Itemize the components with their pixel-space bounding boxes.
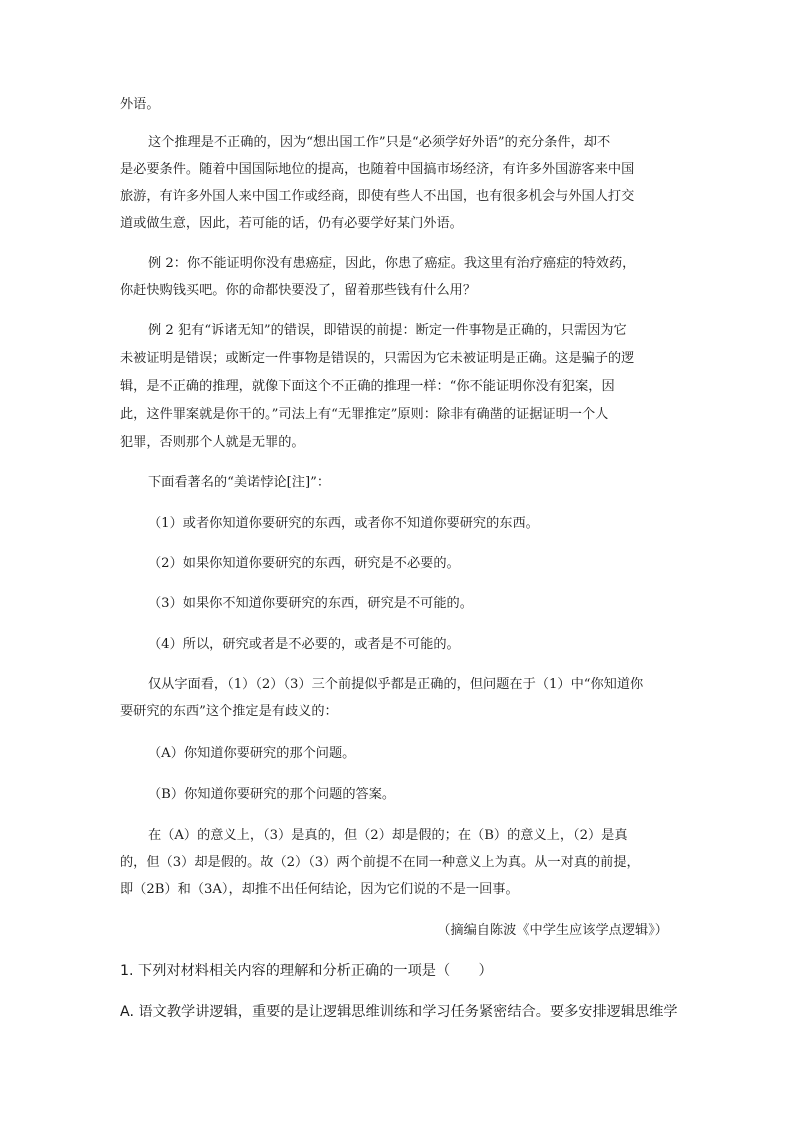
paragraph-line: 你赶快购钱买吧。你的命都快要没了，留着那些钱有什么用？: [120, 283, 477, 298]
paragraph-line: 这个推理是不正确的，因为“想出国工作”只是“必须学好外语”的充分条件，却不: [148, 135, 611, 150]
source-citation: （摘编自陈波《中学生应该学点逻辑》）: [437, 923, 668, 938]
list-item: （A）你知道你要研究的那个问题。: [148, 746, 356, 761]
paragraph-line: 辑，是不正确的推理，就像下面这个不正确的推理一样：“你不能证明你没有犯案，因: [120, 379, 615, 394]
paragraph-line: 此，这件罪案就是你干的。”司法上有“无罪推定”原则：除非有确凿的证据证明一个人: [120, 407, 609, 422]
paragraph-line: 要研究的东西”这个推定是有歧义的：: [120, 704, 338, 719]
paragraph-line: 道或做生意，因此，若可能的话，仍有必要学好某门外语。: [120, 216, 463, 231]
question-stem: 1. 下列对材料相关内容的理解和分析正确的一项是（ ）: [120, 963, 493, 979]
paragraph-line: 未被证明是错误；或断定一件事物是错误的，只需因为它未被证明是正确。这是骗子的逻: [120, 351, 635, 366]
paragraph-line: 下面看著名的“美诺悖论[注]”：: [148, 475, 331, 490]
list-item: （4）所以，研究或者是不必要的，或者是不可能的。: [148, 637, 460, 652]
question-option-a: A. 语文教学讲逻辑，重要的是让逻辑思维训练和学习任务紧密结合。要多安排逻辑思维学: [120, 1004, 678, 1020]
paragraph-line: 例 2：你不能证明你没有患癌症，因此，你患了癌症。我这里有治疗癌症的特效药，: [148, 256, 636, 271]
paragraph-line: 即（2B）和（3A），却推不出任何结论，因为它们说的不是一回事。: [120, 882, 519, 897]
list-item: （B）你知道你要研究的那个问题的答案。: [148, 787, 396, 802]
list-item: （2）如果你知道你要研究的东西，研究是不必要的。: [148, 556, 460, 571]
paragraph-line: 外语。: [120, 97, 160, 112]
paragraph-line: 在（A）的意义上，（3）是真的，但（2）却是假的；在（B）的意义上，（2）是真: [148, 828, 628, 843]
list-item: （3）如果你不知道你要研究的东西，研究是不可能的。: [148, 596, 473, 611]
paragraph-line: 犯罪，否则那个人就是无罪的。: [120, 435, 305, 450]
paragraph-line: 例 2 犯有“诉诸无知”的错误，即错误的前提：断定一件事物是正确的，只需因为它: [148, 323, 627, 338]
paragraph-line: 是必要条件。随着中国国际地位的提高，也随着中国搞市场经济，有许多外国游客来中国: [120, 162, 635, 177]
paragraph-line: 旅游，有许多外国人来中国工作或经商，即使有些人不出国，也有很多机会与外国人打交: [120, 189, 635, 204]
list-item: （1）或者你知道你要研究的东西，或者你不知道你要研究的东西。: [148, 516, 539, 531]
paragraph-line: 的，但（3）却是假的。故（2）（3）两个前提不在同一种意义上为真。从一对真的前提，: [120, 855, 640, 870]
paragraph-line: 仅从字面看，（1）（2）（3）三个前提似乎都是正确的，但问题在于（1）中“你知道你: [148, 677, 644, 692]
